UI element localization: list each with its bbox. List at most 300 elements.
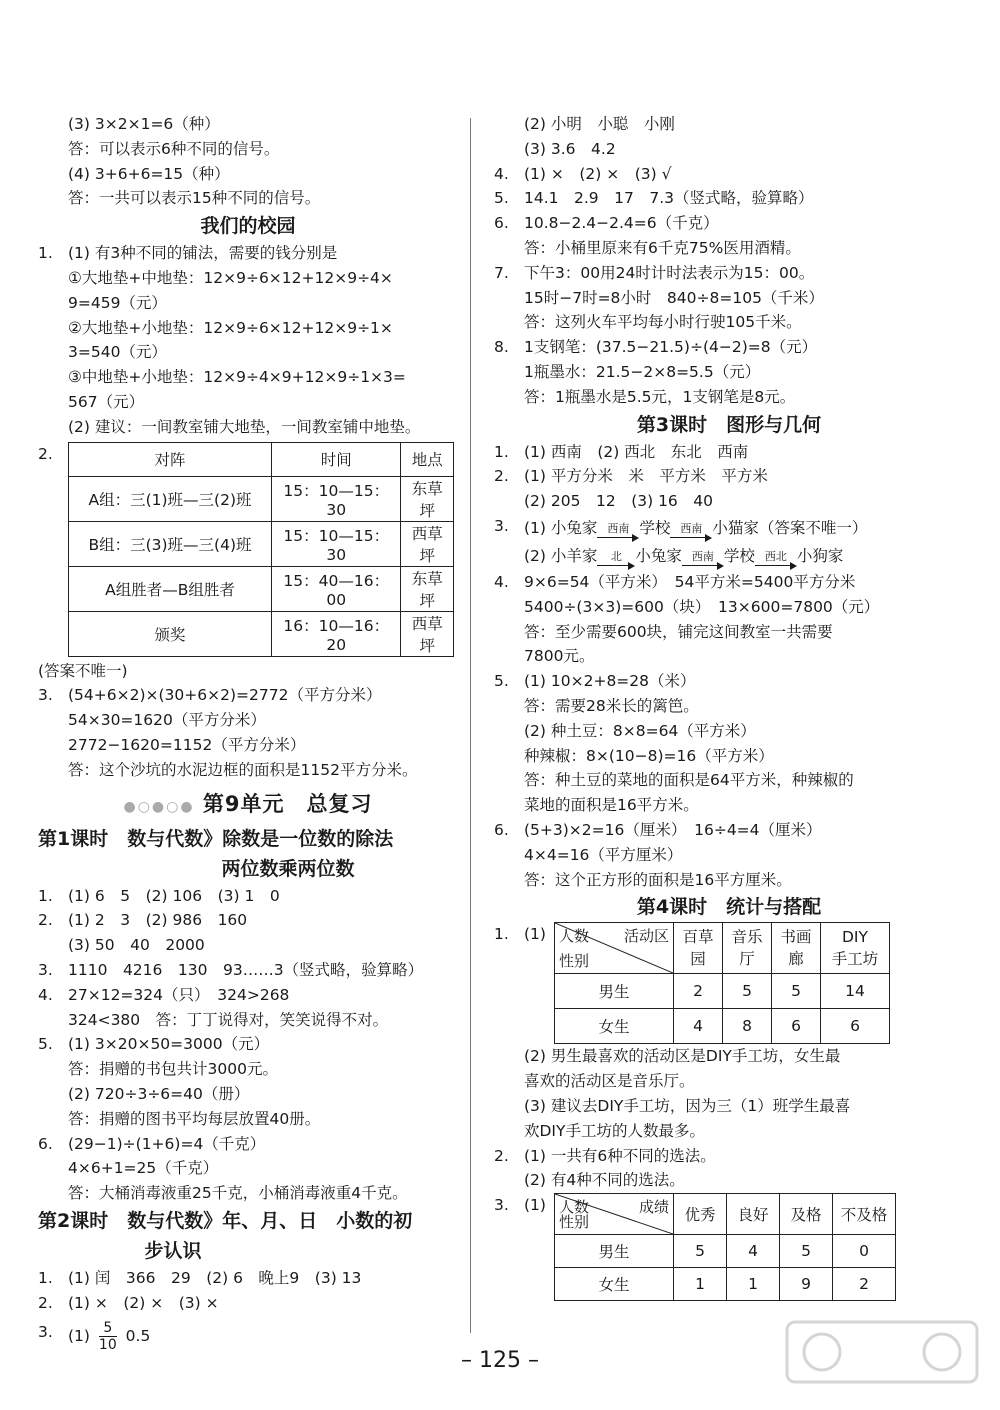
table-cell: 15：40—16：00	[272, 566, 401, 611]
watermark-logo-icon	[782, 1312, 982, 1402]
numbered-line	[494, 818, 964, 843]
text-line: (2) 建议：一间教室铺大地垫，一间教室铺中地垫。	[68, 417, 421, 436]
question-number: 6.	[494, 820, 509, 839]
header-line: 音乐	[731, 928, 763, 947]
numbered-line	[38, 1008, 458, 1033]
corner-left-top-label: 人数	[559, 1198, 590, 1217]
question-number	[38, 1156, 68, 1181]
text-line: (3) 3×2×1=6（种）	[68, 115, 220, 133]
table-header-cell: 时间	[272, 442, 401, 476]
campus-answer	[68, 241, 420, 439]
arrow-right-icon	[682, 562, 724, 570]
corner-bottom-label: 性别	[559, 1213, 590, 1232]
question-number: 3.	[494, 1196, 509, 1215]
table-header-cell	[674, 923, 723, 974]
question-number	[494, 843, 524, 868]
text-line: 3=540（元）	[68, 343, 167, 362]
table-cell: 6	[821, 1009, 890, 1044]
answer-text: (1) 10×2+8=28（米）	[524, 672, 696, 691]
answer-text: (3) 建议去DIY手工坊，因为三（1）班学生最喜	[524, 1096, 851, 1115]
question-number	[494, 236, 524, 261]
numbered-line	[494, 261, 964, 286]
table-header-cell	[821, 923, 890, 974]
numbered-line	[494, 112, 964, 137]
numbered-line	[38, 933, 458, 958]
route-start: (1) 小兔家	[524, 518, 598, 537]
part-label: (1)	[524, 925, 546, 944]
route-row-1	[524, 514, 867, 542]
numbered-line	[494, 335, 964, 360]
answer-text: 10.8−2.4−2.4=6（千克）	[524, 214, 719, 233]
question-number	[494, 744, 524, 769]
answer-text: 9×6=54（平方米） 54平方米=5400平方分米	[524, 572, 856, 591]
question-number: 4.	[38, 985, 53, 1004]
numbered-line	[494, 595, 964, 620]
question-number: 2.	[38, 1293, 53, 1312]
fraction-denominator: 10	[98, 1336, 117, 1353]
text-line: (4) 3+6+6=15（种）	[68, 164, 230, 183]
note: (答案不唯一)	[38, 661, 128, 680]
numbered-line	[494, 162, 964, 187]
question-number	[494, 385, 524, 410]
lesson2-answers	[38, 1266, 458, 1316]
numbered-line	[494, 236, 964, 261]
answer-text: (1) 平方分米 米 平方米 平方米	[524, 467, 768, 486]
question-number: 3.	[38, 960, 53, 979]
answer-text: (2) 有4种不同的选法。	[524, 1171, 685, 1190]
question-number	[494, 1119, 524, 1144]
route-arrow	[682, 551, 724, 570]
route-arrow	[597, 551, 635, 570]
question-number	[38, 933, 68, 958]
unit-title	[38, 787, 458, 824]
question-number: 1.	[38, 886, 53, 905]
table-cell: 15：10—15：30	[272, 476, 401, 521]
numbered-line	[494, 620, 964, 645]
header-text: 良好	[737, 1206, 769, 1225]
question-number: 3.	[494, 516, 509, 535]
unit-title-text: 第9单元 总复习	[202, 791, 373, 816]
header-text: 及格	[790, 1206, 822, 1225]
question-number	[494, 1044, 524, 1069]
numbered-line	[494, 1119, 964, 1144]
question-number: 2.	[38, 911, 53, 930]
table-cell: 6	[772, 1009, 821, 1044]
question-number: 5.	[38, 1035, 53, 1054]
header-line: 手工坊	[831, 950, 879, 969]
table-header-row	[555, 1194, 896, 1235]
table-cell: 2	[674, 974, 723, 1009]
numbered-line	[38, 1156, 458, 1181]
question-number	[494, 310, 524, 335]
numbered-line	[494, 360, 964, 385]
table-cell: B组：三(3)班—三(4)班	[69, 521, 272, 566]
answer-text: (3) 3.6 4.2	[524, 139, 616, 158]
numbered-line	[494, 768, 964, 793]
numbered-line	[38, 1291, 458, 1316]
question-number	[494, 868, 524, 893]
question-number	[38, 1008, 68, 1033]
answer-text: 27×12=324（只） 324>268	[68, 985, 290, 1004]
numbered-line	[494, 286, 964, 311]
part-label: (1)	[524, 1196, 546, 1215]
question-number: 1.	[494, 925, 509, 944]
decor-dots-icon: ●○●○●	[123, 798, 195, 815]
numbered-line	[494, 440, 964, 465]
question-number	[494, 137, 524, 162]
campus-q3	[38, 683, 458, 782]
numbered-line	[494, 186, 964, 211]
table-header-cell	[723, 923, 772, 974]
text-line: 54×30=1620（平方分米）	[68, 711, 266, 730]
table-cell: 5	[723, 974, 772, 1009]
question-number	[494, 768, 524, 793]
numbered-line	[494, 793, 964, 818]
numbered-line	[38, 1132, 458, 1157]
answer-text: 5400÷(3×3)=600（块） 13×600=7800（元）	[524, 597, 880, 616]
header-line: 百草	[682, 928, 714, 947]
answer-text: 种辣椒：8×(10−8)=16（平方米）	[524, 746, 774, 765]
answer-text: 324<380 答：丁丁说得对，笑笑说得不对。	[68, 1010, 389, 1029]
numbered-line	[494, 644, 964, 669]
table-row	[555, 1235, 896, 1268]
table-cell: 9	[780, 1268, 833, 1301]
column-divider	[470, 118, 471, 1333]
left-column	[38, 112, 458, 1353]
question-number: 2.	[494, 467, 509, 486]
table-row	[555, 974, 890, 1009]
table-header-cell	[772, 923, 821, 974]
answer-text: (2) 720÷3÷6=40（册）	[68, 1084, 250, 1103]
answer-text: (1) 6 5 (2) 106 (3) 1 0	[68, 886, 280, 905]
table-cell: A组胜者—B组胜者	[69, 566, 272, 611]
answer-text: 答：种土豆的菜地的面积是64平方米，种辣椒的	[524, 771, 854, 790]
diagonal-header-cell	[555, 923, 674, 974]
text-line: 答：一共可以表示15种不同的信号。	[68, 189, 321, 208]
answer-text: (1) 闰 366 29 (2) 6 晚上9 (3) 13	[68, 1268, 362, 1287]
route-stop: 学校	[723, 546, 755, 565]
answer-text: 1瓶墨水：21.5−2×8=5.5（元）	[524, 362, 761, 381]
lesson1-subtitle: 两位数乘两位数	[221, 857, 355, 880]
numbered-line	[38, 1181, 458, 1206]
answer-text: (1) 2 3 (2) 986 160	[68, 911, 248, 930]
answer-text: 答：1瓶墨水是5.5元，1支钢笔是8元。	[524, 387, 796, 406]
arrow-direction: 西南	[691, 549, 714, 563]
answer-text: 菜地的面积是16平方米。	[524, 796, 699, 815]
route-stop: 小兔家	[635, 546, 682, 565]
answer-text: 14.1 2.9 17 7.3（竖式略，验算略）	[524, 189, 814, 208]
question-number	[494, 1168, 524, 1193]
numbered-line	[38, 884, 458, 909]
arrow-direction: 西南	[680, 521, 703, 535]
table-cell: 4	[727, 1235, 780, 1268]
route-end: 小猫家（答案不唯一）	[712, 518, 868, 537]
answer-text: (2) 男生最喜欢的活动区是DIY手工坊，女生最	[524, 1047, 841, 1066]
grades-table	[554, 1193, 896, 1301]
text-line: 答：这个沙坑的水泥边框的面积是1152平方分米。	[68, 760, 418, 779]
table-header-cell: 地点	[401, 442, 454, 476]
campus-title: 我们的校园	[200, 215, 296, 238]
row-label-cell: 女生	[555, 1009, 674, 1044]
answer-text: 15时−7时=8小时 840÷8=105（千米）	[524, 288, 824, 307]
lesson3-answers-a	[494, 440, 964, 514]
answer-text: (5+3)×2=16（厘米） 16÷4=4（厘米）	[524, 820, 822, 839]
numbered-line	[494, 310, 964, 335]
text-line: 9=459（元）	[68, 293, 167, 312]
question-number: 5.	[494, 672, 509, 691]
corner-top-label: 成绩	[638, 1198, 669, 1217]
arrow-right-icon	[597, 534, 639, 542]
text-line: ③中地垫+小地垫：12×9÷4×9+12×9÷1×3=	[68, 368, 406, 387]
table-cell: 5	[674, 1235, 727, 1268]
arrow-right-icon	[597, 562, 635, 570]
table-cell: 4	[674, 1009, 723, 1044]
table-cell: 0	[833, 1235, 896, 1268]
table-cell: 东草坪	[401, 566, 454, 611]
numbered-line	[494, 211, 964, 236]
table-cell: 8	[723, 1009, 772, 1044]
diagonal-header-cell	[555, 1194, 674, 1235]
numbered-line	[38, 1082, 458, 1107]
header-line: 园	[690, 950, 706, 969]
table-cell: 1	[727, 1268, 780, 1301]
table-header-cell	[833, 1194, 896, 1235]
text-line: ①大地垫+中地垫：12×9÷6×12+12×9÷4×	[68, 268, 393, 287]
answer-text: (1) × (2) × (3) ×	[68, 1293, 219, 1312]
numbered-line	[494, 694, 964, 719]
activity-table	[554, 922, 890, 1044]
text-line: ②大地垫+小地垫：12×9÷6×12+12×9÷1×	[68, 318, 393, 337]
numbered-line	[38, 1057, 458, 1082]
answer-text: 答：大桶消毒液重25千克，小桶消毒液重4千克。	[68, 1184, 408, 1203]
answer-text: 答：需要28米长的篱笆。	[524, 696, 699, 715]
header-text: 不及格	[840, 1206, 888, 1225]
lesson4-q1	[494, 922, 964, 1044]
question-number: 4.	[494, 164, 509, 183]
answer-text: 答：捐赠的图书平均每层放置40册。	[68, 1109, 321, 1128]
answer-text: 4×4=16（平方厘米）	[524, 845, 683, 864]
question-number	[38, 1181, 68, 1206]
table-cell: 2	[833, 1268, 896, 1301]
arrow-right-icon	[755, 562, 797, 570]
question-number	[494, 595, 524, 620]
question-number	[38, 1082, 68, 1107]
numbered-line	[494, 570, 964, 595]
question-number: 4.	[494, 572, 509, 591]
question-number	[494, 489, 524, 514]
lesson4-answers	[494, 1044, 964, 1193]
corner-bottom-label: 性别	[559, 952, 590, 971]
right-column	[494, 112, 964, 1301]
question-number: 5.	[494, 189, 509, 208]
row-label-cell: 女生	[555, 1268, 674, 1301]
text-line: (54+6×2)×(30+6×2)=2772（平方分米）	[68, 686, 382, 705]
numbered-line	[494, 1144, 964, 1169]
table-row	[69, 476, 454, 521]
header-line: 书画	[780, 928, 812, 947]
answer-text: (1) 3×20×50=3000（元）	[68, 1035, 270, 1054]
table-cell: 15：10—15：30	[272, 521, 401, 566]
table-cell: 西草坪	[401, 521, 454, 566]
answer-text: 答：至少需要600块，铺完这间教室一共需要	[524, 622, 833, 641]
table-cell: 5	[772, 974, 821, 1009]
numbered-line	[494, 385, 964, 410]
answer-text: 答：小桶里原来有6千克75%医用酒精。	[524, 238, 801, 257]
numbered-line	[494, 489, 964, 514]
question-number: 2.	[38, 444, 53, 463]
numbered-line	[494, 719, 964, 744]
numbered-line	[38, 1266, 458, 1291]
header-line: 廊	[788, 950, 804, 969]
answer-text: 4×6+1=25（千克）	[68, 1159, 219, 1178]
numbered-line	[38, 908, 458, 933]
table-row	[555, 1268, 896, 1301]
part-label: (1)	[68, 1326, 90, 1345]
answer-text: (2) 种土豆：8×8=64（平方米）	[524, 721, 756, 740]
question-number	[494, 694, 524, 719]
question-number	[494, 112, 524, 137]
question-number	[38, 1107, 68, 1132]
question-number: 6.	[494, 214, 509, 233]
lesson3-q3	[494, 514, 964, 570]
answer-text: 答：这个正方形的面积是16平方厘米。	[524, 870, 792, 889]
route-row-2	[524, 542, 867, 570]
page-number: – 125 –	[461, 1348, 539, 1373]
decimal-value: 0.5	[125, 1326, 151, 1345]
lesson1-title: 第1课时 数与代数》除数是一位数的除法	[38, 827, 394, 850]
numbered-line	[494, 137, 964, 162]
question-number	[38, 1057, 68, 1082]
corner-left-top-label: 人数	[559, 927, 590, 946]
arrow-direction: 北	[610, 549, 622, 563]
question-number: 1.	[38, 244, 53, 263]
numbered-line	[494, 1044, 964, 1069]
lesson2-title: 第2课时 数与代数》年、月、日 小数的初	[38, 1209, 413, 1232]
numbered-line	[494, 1168, 964, 1193]
answer-text: 1支钢笔：(37.5−21.5)÷(4−2)=8（元）	[524, 338, 818, 357]
table-cell: 1	[674, 1268, 727, 1301]
table-cell: 西草坪	[401, 611, 454, 656]
question-number	[494, 360, 524, 385]
answer-text: (1) 西南 (2) 西北 东北 西南	[524, 442, 749, 461]
table-cell: A组：三(1)班—三(2)班	[69, 476, 272, 521]
table-header-cell: 对阵	[69, 442, 272, 476]
numbered-line	[494, 868, 964, 893]
question-number	[494, 1069, 524, 1094]
numbered-line	[494, 1069, 964, 1094]
right-top-block	[494, 112, 964, 410]
question-number: 1.	[494, 442, 509, 461]
question-number: 6.	[38, 1134, 53, 1153]
answer-text: 1110 4216 130 93……3（竖式略，验算略）	[68, 960, 424, 979]
text-line: (1) 有3种不同的铺法，需要的钱分别是	[68, 244, 338, 263]
numbered-line	[494, 744, 964, 769]
numbered-line	[494, 669, 964, 694]
table-cell: 东草坪	[401, 476, 454, 521]
text-line: 答：可以表示6种不同的信号。	[68, 139, 280, 158]
table-header-cell	[674, 1194, 727, 1235]
q3-answer	[68, 683, 417, 782]
route-arrow	[597, 523, 639, 542]
header-line: DIY	[842, 928, 868, 947]
answer-text: (3) 50 40 2000	[68, 936, 205, 955]
table-header-cell	[727, 1194, 780, 1235]
question-number	[494, 719, 524, 744]
numbered-line	[494, 843, 964, 868]
question-number	[494, 286, 524, 311]
route-start: (2) 小羊家	[524, 546, 598, 565]
answer-text: (1) 一共有6种不同的选法。	[524, 1146, 716, 1165]
arrow-direction: 西北	[764, 549, 787, 563]
fraction-numerator: 5	[99, 1320, 117, 1337]
question-number	[494, 793, 524, 818]
route-arrow	[755, 551, 797, 570]
table-row	[69, 566, 454, 611]
answer-text: 答：这列火车平均每小时行驶105千米。	[524, 313, 802, 332]
answer-text: (29−1)÷(1+6)=4（千克）	[68, 1134, 266, 1153]
row-label-cell: 男生	[555, 1235, 674, 1268]
campus-q2	[38, 442, 458, 657]
corner-top-label: 活动区	[623, 927, 669, 946]
table-row	[555, 1009, 890, 1044]
question-number: 3.	[38, 686, 53, 705]
lesson3-title: 第3课时 图形与几何	[636, 413, 822, 436]
question-number	[494, 1094, 524, 1119]
answer-text: (2) 205 12 (3) 16 40	[524, 492, 714, 511]
lesson3-answers-b	[494, 570, 964, 892]
schedule-table	[68, 442, 454, 657]
answer-text: 喜欢的活动区是音乐厅。	[524, 1072, 695, 1091]
table-cell: 颁奖	[69, 611, 272, 656]
numbered-line	[494, 1094, 964, 1119]
route-block	[524, 514, 867, 570]
route-end: 小狗家	[796, 546, 844, 565]
question-number: 3.	[38, 1322, 53, 1341]
header-line: 厅	[739, 950, 755, 969]
table-row	[69, 521, 454, 566]
answer-text: 下午3：00用24时计时法表示为15：00。	[524, 263, 815, 282]
arrow-direction: 西南	[607, 521, 630, 535]
table-row	[69, 611, 454, 656]
question-number: 8.	[494, 338, 509, 357]
answer-text: (1) × (2) × (3) √	[524, 164, 672, 183]
lesson4-title: 第4课时 统计与搭配	[636, 896, 822, 919]
question-number: 2.	[494, 1146, 509, 1165]
question-number: 1.	[38, 1268, 53, 1287]
row-label-cell: 男生	[555, 974, 674, 1009]
lesson2-subtitle: 步认识	[144, 1239, 202, 1262]
numbered-line	[38, 1032, 458, 1057]
question-number	[494, 644, 524, 669]
table-cell: 14	[821, 974, 890, 1009]
answer-text: (2) 小明 小聪 小刚	[524, 115, 675, 133]
header-text: 优秀	[684, 1206, 716, 1225]
numbered-line	[494, 464, 964, 489]
table-header-row	[69, 442, 454, 476]
arrow-right-icon	[670, 534, 712, 542]
left-top-block	[38, 112, 458, 211]
text-line: 567（元）	[68, 392, 145, 411]
answer-text: 答：捐赠的书包共计3000元。	[68, 1060, 278, 1079]
lesson4-q3	[494, 1193, 964, 1301]
answer-text: 7800元。	[524, 647, 595, 666]
lesson1-answers	[38, 884, 458, 1206]
route-arrow	[670, 523, 712, 542]
table-cell: 5	[780, 1235, 833, 1268]
numbered-line	[38, 983, 458, 1008]
question-number: 7.	[494, 263, 509, 282]
answer-text: 欢DIY手工坊的人数最多。	[524, 1121, 705, 1140]
